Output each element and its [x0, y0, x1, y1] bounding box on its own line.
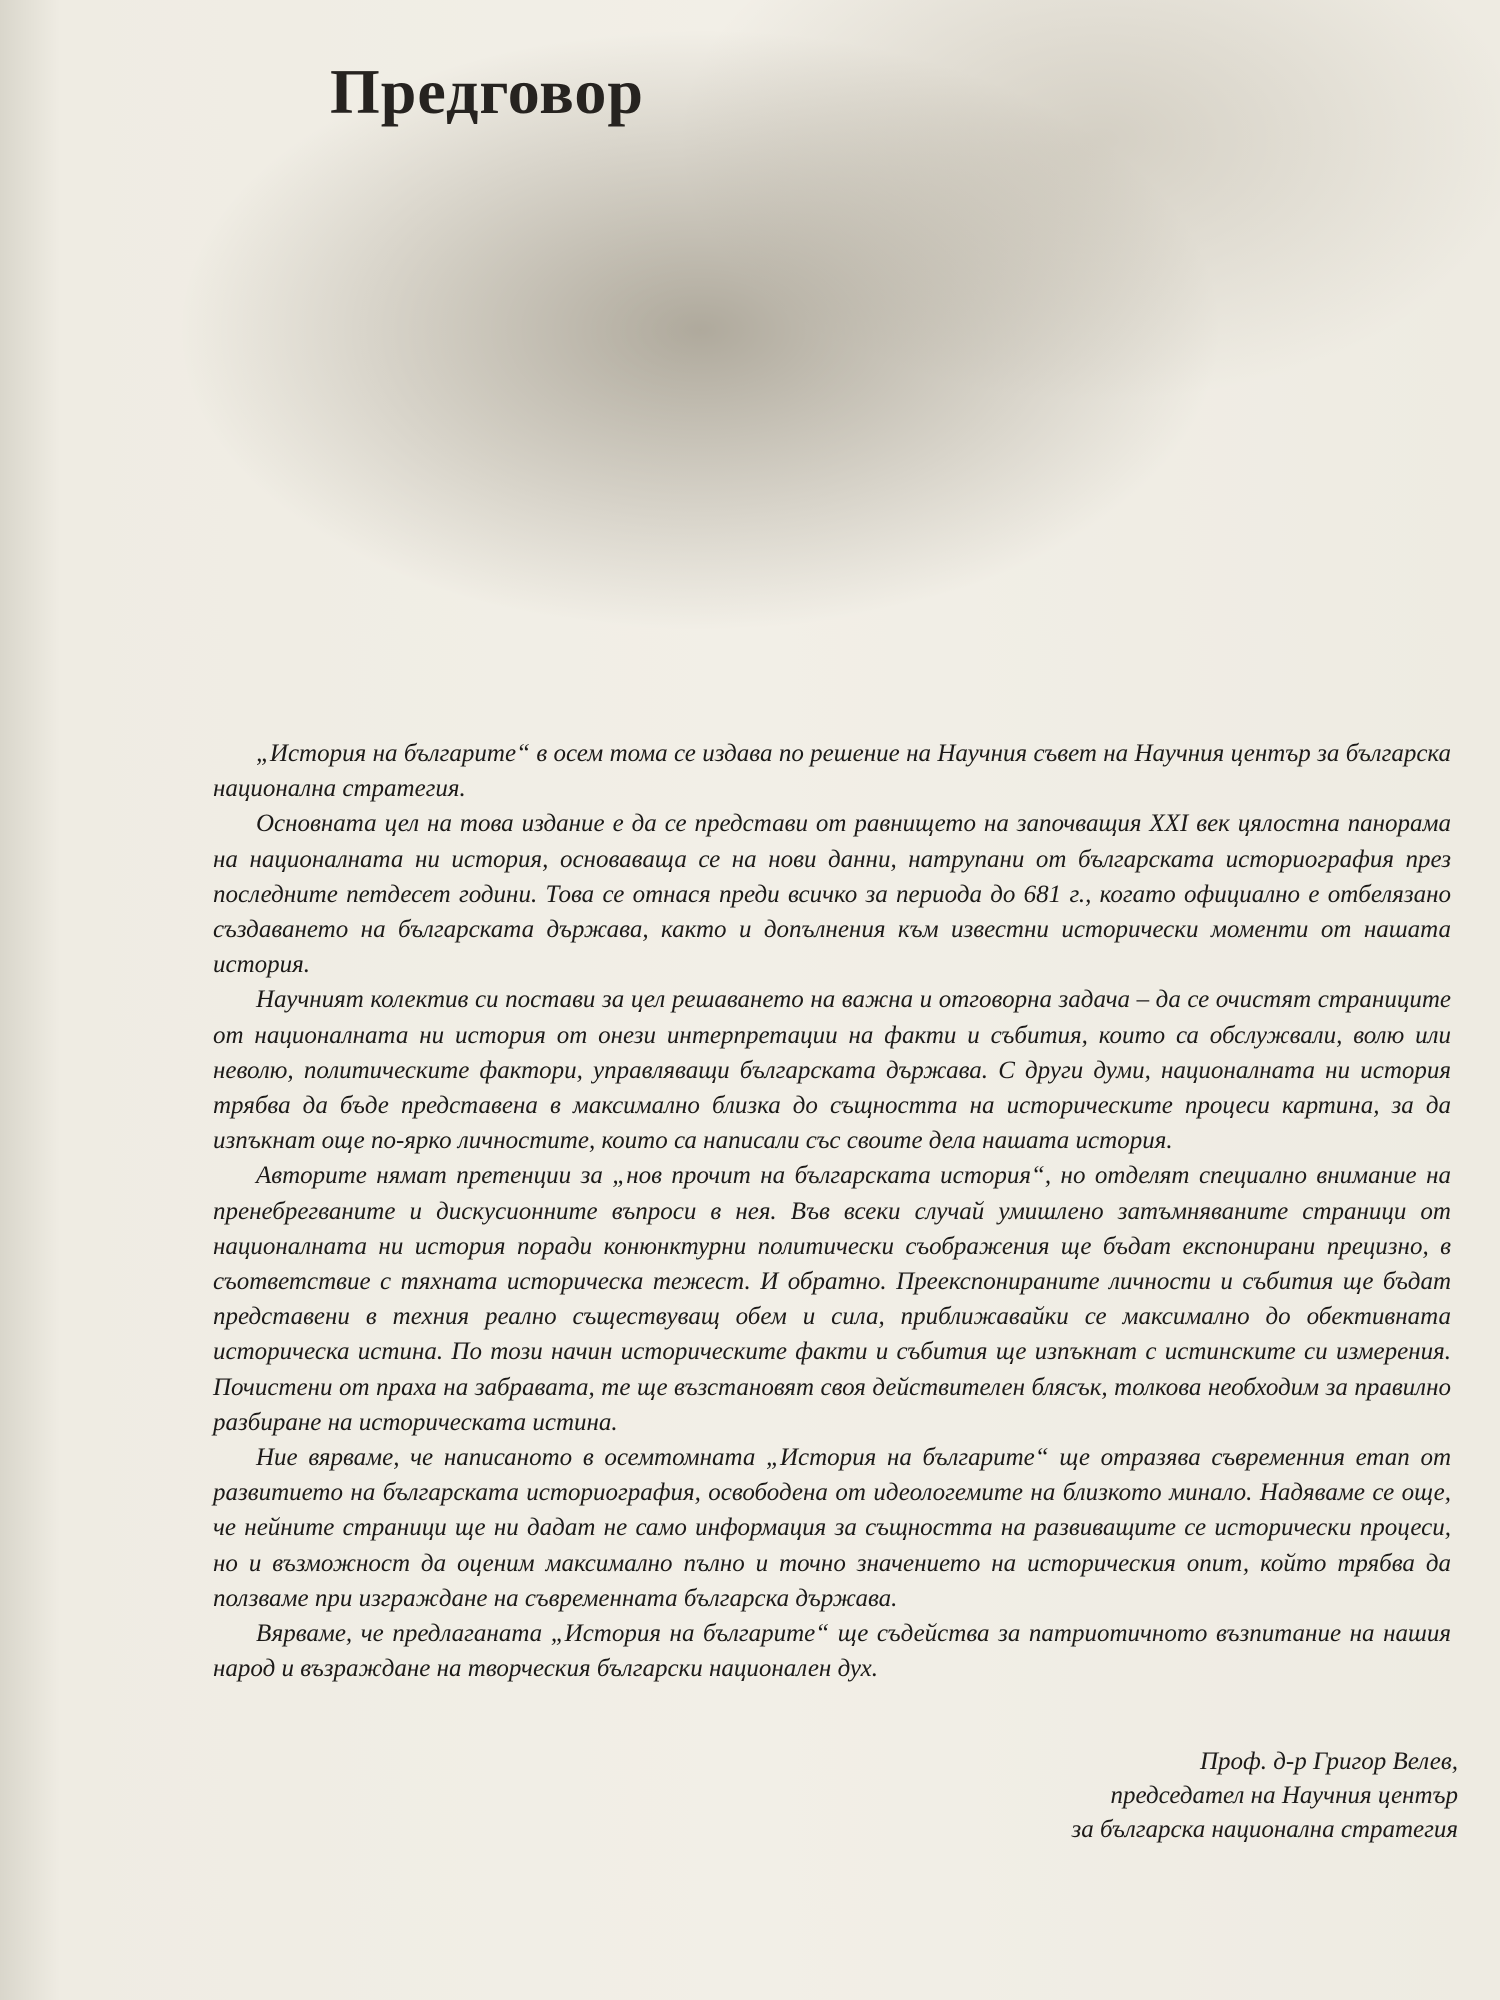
signature-position: председател на Научния център [1110, 1782, 1458, 1809]
signature-name: Проф. д-р Григор Велев, [1199, 1748, 1458, 1775]
preface-body [213, 736, 1451, 1686]
signature-organization: за българска национална стратегия [1071, 1816, 1458, 1843]
paragraph: Авторите нямат претенции за „нов прочит на българската история“, но отделят специално внимание на пренебрегваните и дискусионните въпроси в нея. Във всеки случай умишлено затъмняваните страници от националната ни история поради конюнктурни политически съображения ще бъдат експонирани прецизно, в съответствие с тяхната историческа тежест. И обратно. Преекспонираните личности и събития ще бъдат представени в техния реално съществуващ обем и сила, приближавайки се максимално до обективната историческа истина. По този начин историческите факти и събития ще изпъкнат с истинските си измерения. Почистени от праха на забравата, те ще възстановят своя действителен блясък, толкова необходим за правилно разбиране на историческата истина. [213, 1162, 1451, 1436]
paragraph: „История на българите“ в осем тома се издава по решение на Научния съвет на Научния център за българска национална стратегия. [213, 740, 1451, 803]
page-title: Предговор [330, 56, 644, 127]
signature-block [1071, 1745, 1458, 1847]
paragraph: Ние вярваме, че написаното в осемтомната „История на българите“ ще отразява съвременния етап от развитието на българската историография, освободена от идеологемите на близкото минало. Надяваме се още, че нейните страници ще ни дадат не само информация за същността на развиващите се исторически процеси, но и възможност да оценим максимално пълно и точно значението на историческия опит, който трябва да ползваме при изграждане на съвременната българска държава. [213, 1444, 1451, 1612]
paragraph: Научният колектив си постави за цел решаването на важна и отговорна задача – да се очистят страниците от националната ни история от онези интерпретации на факти и събития, които са обслужвали, волю или неволю, политическите фактори, управляващи българската държава. С други думи, националната ни история трябва да бъде представена в максимално близка до същността на историческите процеси картина, за да изпъкнат още по-ярко личностите, които са написали със своите дела нашата история. [213, 986, 1451, 1155]
paragraph: Вярваме, че предлаганата „История на българите“ ще съдейства за патриотичното възпитание на нашия народ и възраждане на творческия български национален дух. [213, 1620, 1451, 1683]
paragraph: Основната цел на това издание е да се представи от равнището на започващия XXI век цялостна панорама на националната ни история, основаваща се на нови данни, натрупани от българската историография през последните петдесет години. Това се отнася преди всичко за периода до 681 г., когато официално е отбелязано създаването на българската държава, както и допълнения към известни исторически моменти от нашата история. [213, 810, 1451, 979]
